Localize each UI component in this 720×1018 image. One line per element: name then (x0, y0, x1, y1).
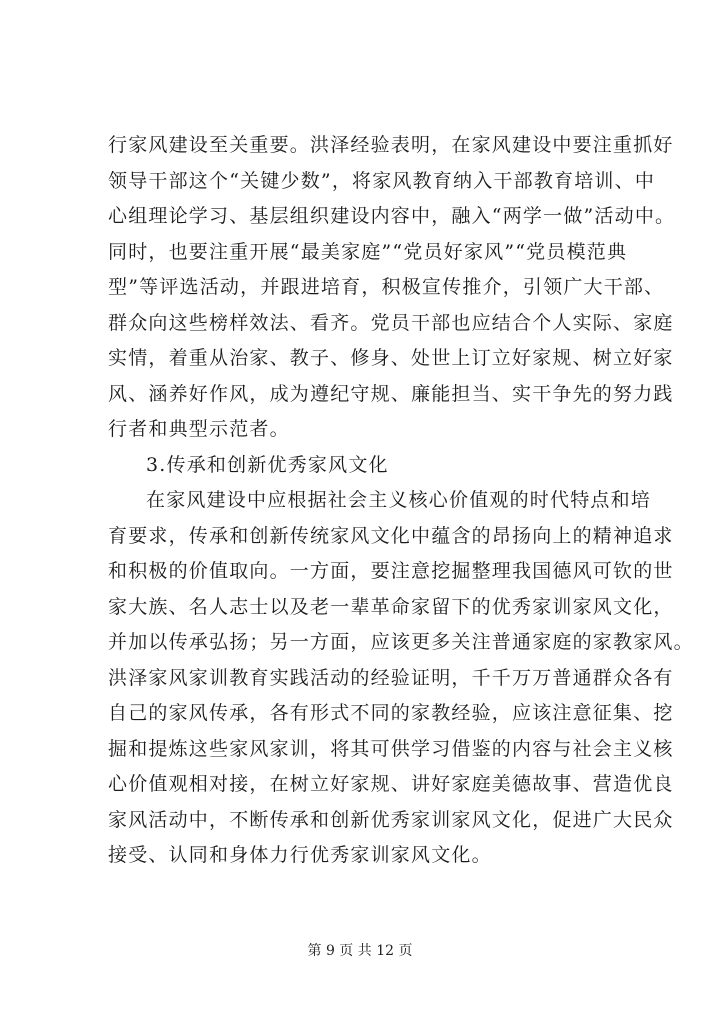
section-heading: 3.传承和创新优秀家风文化 (146, 453, 389, 476)
text-line: 在家风建设中应根据社会主义核心价值观的时代特点和培 (146, 489, 652, 511)
text-line: 掘和提炼这些家风家训，将其可供学习借鉴的内容与社会主义核 (108, 737, 674, 760)
text-line: 接受、认同和身体力行优秀家训家风文化。 (108, 844, 492, 866)
text-line: 风、涵养好作风，成为遵纪守规、廉能担当、实干争先的努力践 (108, 382, 674, 405)
document-body (108, 128, 694, 874)
text-line: 自己的家风传承，各有形式不同的家教经验，应该注意征集、挖 (108, 702, 674, 724)
text-line: 领导干部这个“关键少数”，将家风教育纳入干部教育培训、中 (108, 169, 656, 192)
text-line: 和积极的价值取向。一方面，要注意挖掘整理我国德风可钦的世 (108, 560, 674, 582)
text-line: 行者和典型示范者。 (108, 418, 290, 440)
text-line: 心组理论学习、基层组织建设内容中，融入“两学一做”活动中。 (108, 205, 676, 227)
text-line: 心价值观相对接，在树立好家规、讲好家庭美德故事、营造优良 (108, 773, 674, 795)
text-line: 群众向这些榜样效法、看齐。党员干部也应结合个人实际、家庭 (108, 311, 674, 334)
text-line: 并加以传承弘扬；另一方面，应该更多关注普通家庭的家教家风。 (108, 631, 694, 653)
text-line: 洪泽家风家训教育实践活动的经验证明，千千万万普通群众各有 (108, 666, 674, 689)
text-line: 家风活动中，不断传承和创新优秀家训家风文化，促进广大民众 (108, 808, 674, 831)
text-line: 同时，也要注重开展“最美家庭”“党员好家风”“党员模范典 (108, 240, 628, 263)
text-line: 育要求，传承和创新传统家风文化中蕴含的昂扬向上的精神追求 (108, 524, 674, 547)
text-line: 实情，着重从治家、教子、修身、处世上订立好家规、树立好家 (108, 347, 674, 369)
page-number-footer: 第 9 页 共 12 页 (307, 943, 413, 959)
text-line: 型”等评选活动，并跟进培育，积极宣传推介，引领广大干部、 (108, 276, 665, 298)
text-line: 行家风建设至关重要。洪泽经验表明，在家风建设中要注重抓好 (108, 134, 674, 156)
text-line: 家大族、名人志士以及老一辈革命家留下的优秀家训家风文化， (108, 595, 674, 618)
